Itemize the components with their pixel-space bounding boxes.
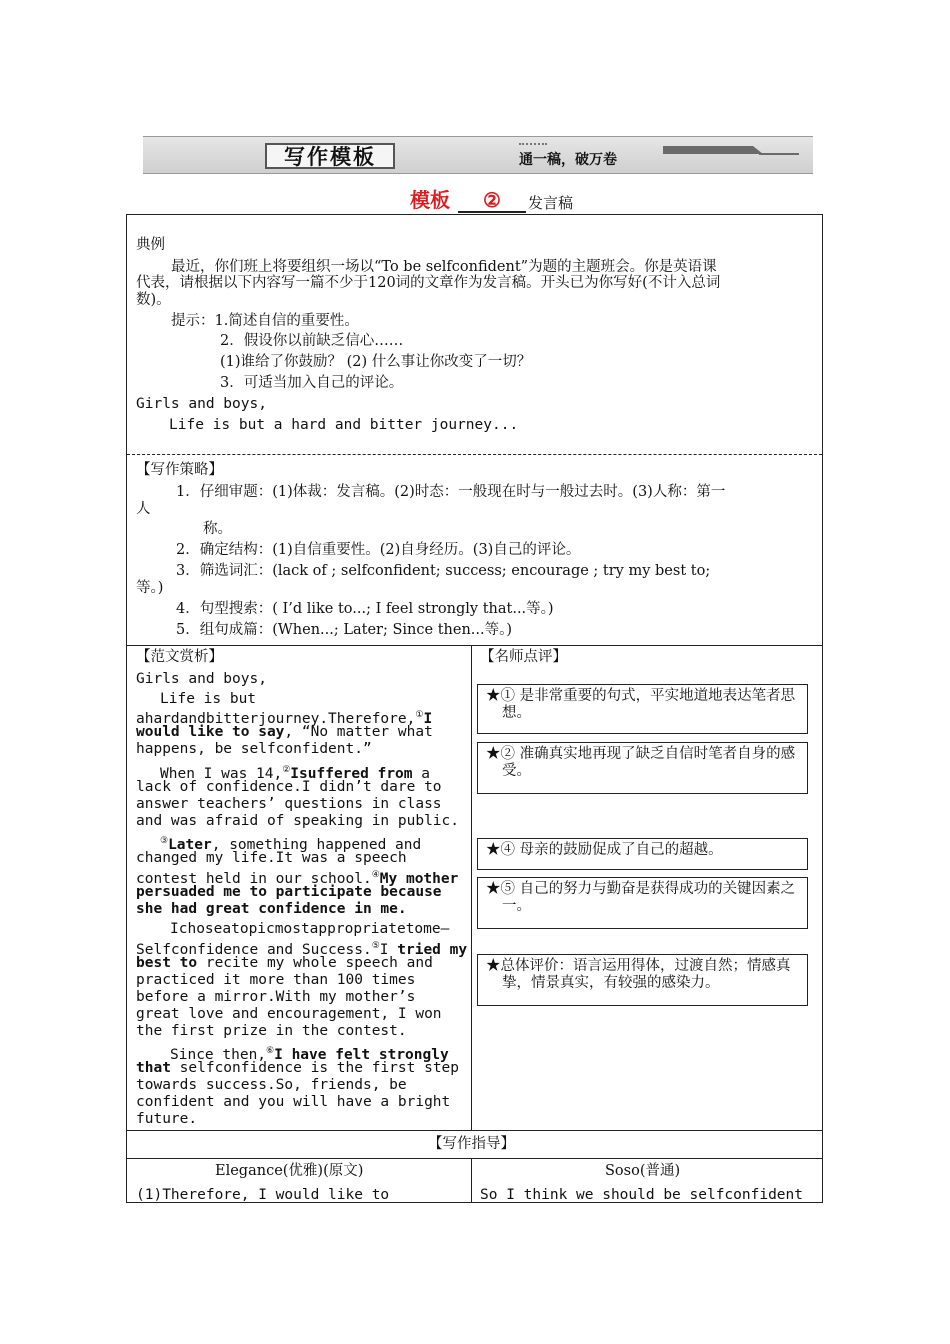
banner-slogan: 通一稿，破万卷 bbox=[519, 152, 617, 168]
essay-line: Life is but bbox=[160, 691, 257, 707]
example-hint: 2．假设你以前缺乏信心…… bbox=[220, 333, 404, 349]
essay-line: changed my life.It was a speech bbox=[136, 850, 407, 866]
essay-line: Ichoseatopicmostappropriatetome— bbox=[170, 921, 450, 937]
guide-cell: (1)Therefore, I would like to bbox=[136, 1187, 390, 1203]
strategy-item: 等。) bbox=[136, 580, 164, 596]
comment-box: ★⑤ 自己的努力与勤奋是获得成功的关键因素之一。 bbox=[477, 877, 808, 929]
essay-line: great love and encouragement, I won bbox=[136, 1006, 442, 1022]
example-hint: 3．可适当加入自己的评论。 bbox=[220, 375, 404, 391]
essay-line: the first prize in the contest. bbox=[136, 1023, 407, 1039]
example-intro: 数)。 bbox=[136, 292, 171, 308]
dashed-divider bbox=[127, 454, 822, 455]
title-subtitle: 发言稿 bbox=[528, 194, 574, 212]
essay-line: ahardandbitterjourney.Therefore,①I bbox=[136, 710, 433, 727]
section-banner bbox=[143, 136, 813, 174]
strategy-item: 4．句型搜索：( I’d like to...; I feel strongly that...等。) bbox=[176, 601, 554, 617]
essay-line: that selfconfidence is the first step bbox=[136, 1060, 460, 1076]
essay-line: Selfconfidence and Success.⑤I tried my bbox=[136, 941, 468, 958]
banner-tab-label: 写作模板 bbox=[265, 143, 395, 169]
guide-cell: So I think we should be selfconfident bbox=[480, 1187, 804, 1203]
column-divider bbox=[471, 645, 472, 1130]
decorative-dots bbox=[519, 143, 547, 145]
decorative-bar bbox=[663, 146, 763, 154]
example-intro: 最近，你们班上将要组织一场以“To be selfconfident”为题的主题班会。你是英语课 bbox=[171, 259, 717, 275]
essay-line: When I was 14,②Isuffered from a bbox=[160, 765, 430, 782]
essay-line: contest held in our school.④My mother bbox=[136, 870, 459, 887]
comment-box: ★总体评价：语言运用得体，过渡自然；情感真挚，情景真实，有较强的感染力。 bbox=[477, 954, 808, 1006]
essay-line: Since then,⑥I have felt strongly bbox=[170, 1046, 449, 1063]
strategy-heading: 【写作策略】 bbox=[136, 462, 223, 478]
essay-line: practiced it more than 100 times bbox=[136, 972, 416, 988]
essay-line: ③Later, something happened and bbox=[160, 836, 422, 853]
model-heading: 【范文赏析】 bbox=[136, 649, 223, 665]
comment-box: ★④ 母亲的鼓励促成了自己的超越。 bbox=[477, 838, 808, 870]
comment-box: ★① 是非常重要的句式，平实地道地表达笔者思想。 bbox=[477, 684, 808, 734]
essay-line: and was afraid of speaking in public. bbox=[136, 813, 460, 829]
table-divider bbox=[126, 645, 823, 646]
example-intro: 代表，请根据以下内容写一篇不少于120词的文章作为发言稿。开头已为你写好(不计入总词 bbox=[136, 275, 721, 291]
strategy-item: 5．组句成篇：(When...; Later; Since then...等。) bbox=[176, 622, 513, 638]
example-hint: 提示：1.简述自信的重要性。 bbox=[171, 313, 359, 329]
title-main: 模板 bbox=[410, 188, 450, 212]
essay-line: persuaded me to participate because bbox=[136, 884, 442, 900]
guide-heading: 【写作指导】 bbox=[428, 1136, 515, 1152]
essay-line: confident and you will have a bright bbox=[136, 1094, 451, 1110]
example-hint: (1)谁给了你鼓励？ (2) 什么事让你改变了一切？ bbox=[220, 354, 532, 370]
strategy-item: 3．筛选词汇：(lack of ; selfconfident; success; encourage ; try my best to; bbox=[176, 563, 711, 579]
guide-column-header: Elegance(优雅)(原文) bbox=[215, 1163, 364, 1179]
example-opening: Girls and boys, bbox=[136, 396, 267, 412]
essay-line: happens, be selfconfident.” bbox=[136, 741, 372, 757]
comments-heading: 【名师点评】 bbox=[480, 649, 567, 665]
strategy-item: 1．仔细审题：(1)体裁：发言稿。(2)时态：一般现在时与一般过去时。(3)人称：第一 bbox=[176, 484, 726, 500]
table-divider bbox=[126, 1158, 823, 1159]
table-divider bbox=[126, 1130, 823, 1131]
essay-line: future. bbox=[136, 1111, 198, 1127]
essay-line: she had great confidence in me. bbox=[136, 901, 407, 917]
comment-box: ★② 准确真实地再现了缺乏自信时笔者自身的感受。 bbox=[477, 742, 808, 794]
essay-line: lack of confidence.I didn’t dare to bbox=[136, 779, 442, 795]
strategy-item: 称。 bbox=[203, 521, 232, 537]
example-heading: 典例 bbox=[136, 237, 165, 253]
template-title bbox=[410, 187, 573, 213]
example-opening: Life is but a hard and bitter journey... bbox=[169, 417, 519, 433]
essay-line: before a mirror.With my mother’s bbox=[136, 989, 416, 1005]
essay-line: towards success.So, friends, be bbox=[136, 1077, 407, 1093]
strategy-item: 2．确定结构：(1)自信重要性。(2)自身经历。(3)自己的评论。 bbox=[176, 542, 581, 558]
decorative-line bbox=[759, 153, 799, 155]
essay-line: answer teachers’ questions in class bbox=[136, 796, 442, 812]
column-divider bbox=[471, 1158, 472, 1203]
essay-line: Girls and boys, bbox=[136, 671, 267, 687]
essay-line: best to recite my whole speech and bbox=[136, 955, 433, 971]
essay-line: would like to say, “No matter what bbox=[136, 724, 433, 740]
strategy-item: 人 bbox=[136, 501, 151, 517]
title-number: ② bbox=[458, 189, 526, 213]
guide-column-header: Soso(普通) bbox=[605, 1163, 681, 1179]
